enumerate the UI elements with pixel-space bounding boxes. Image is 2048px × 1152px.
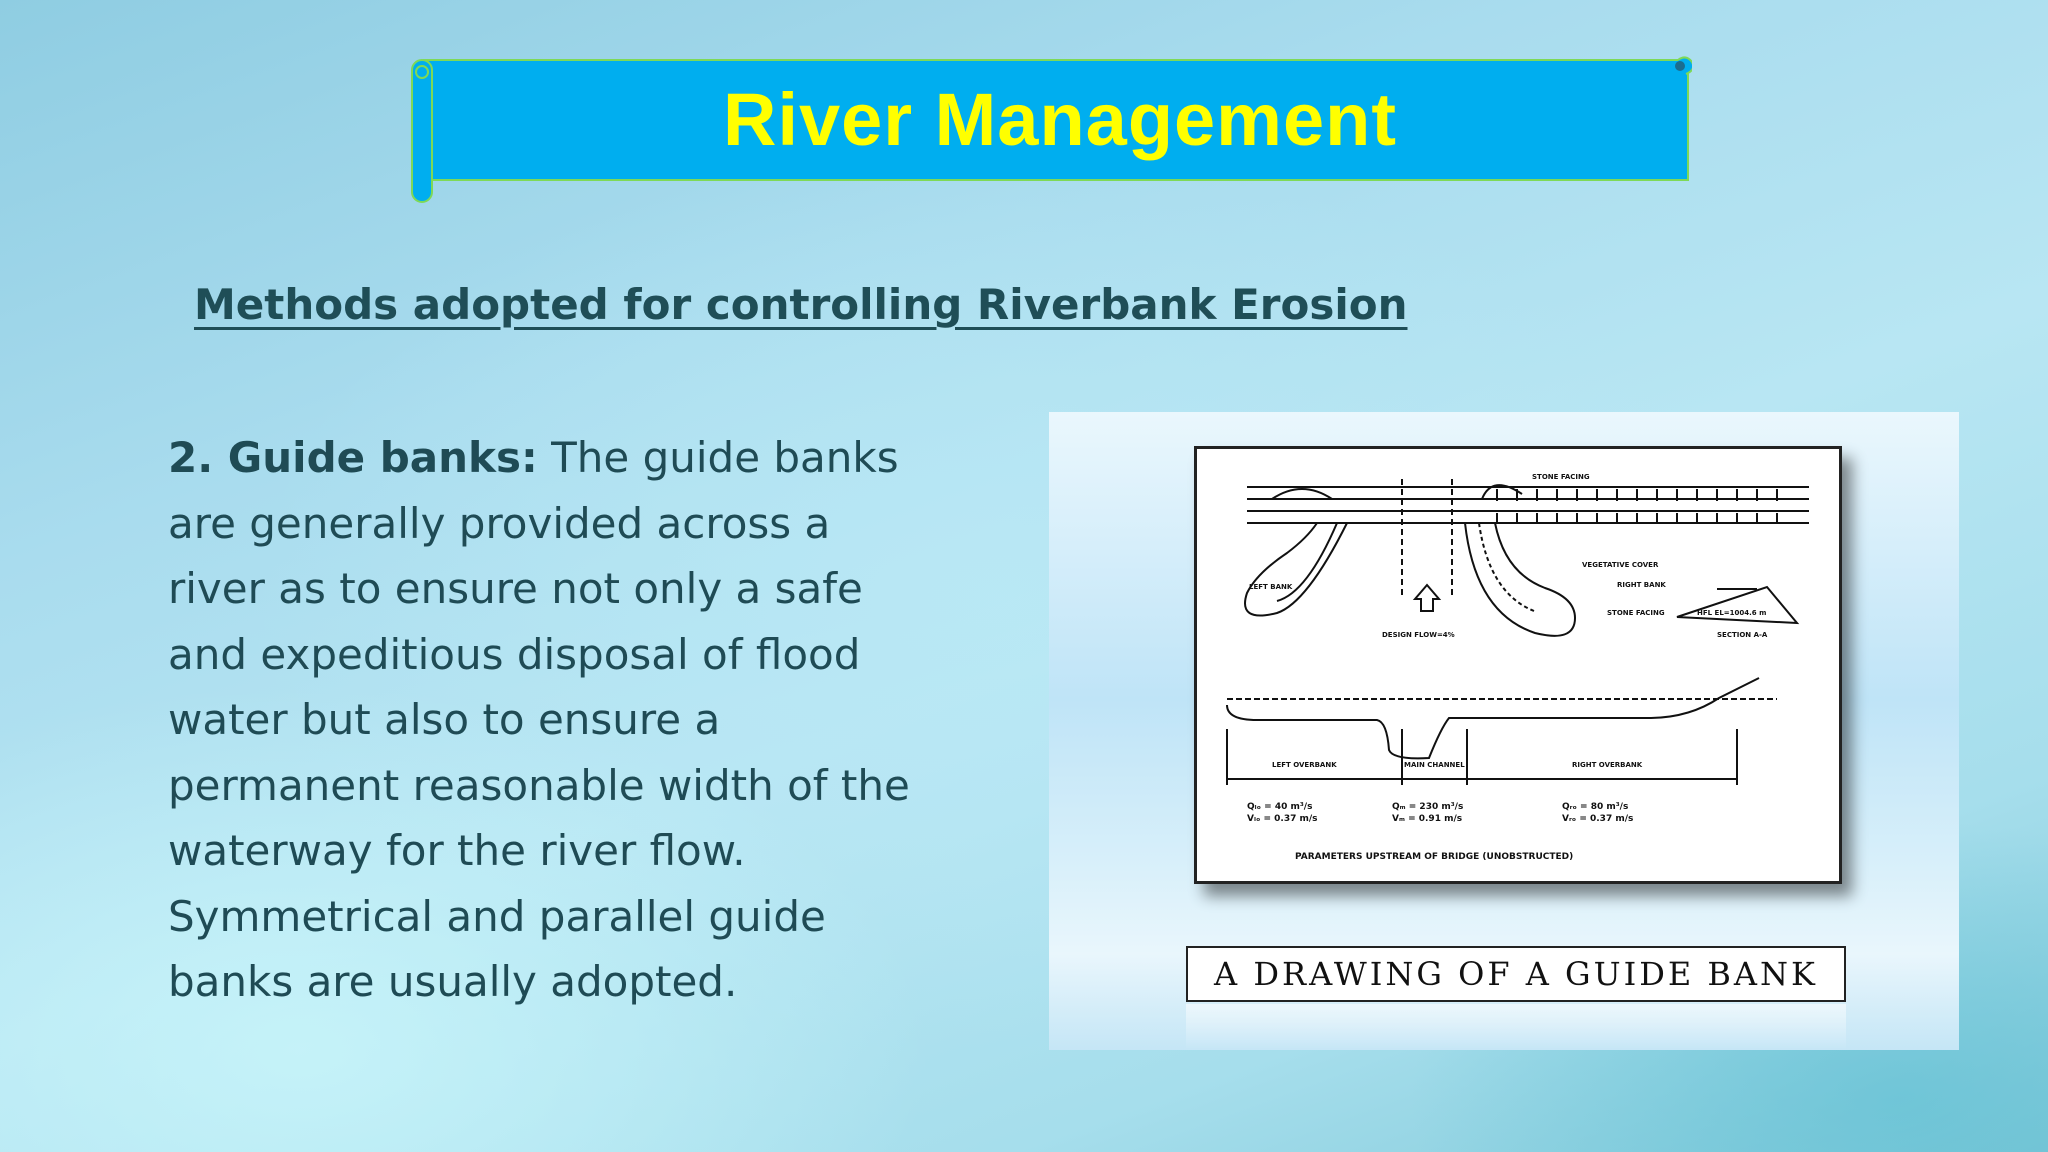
label-main-v: Vₘ = 0.91 m/s — [1392, 814, 1463, 824]
label-main-channel: MAIN CHANNEL — [1404, 761, 1465, 769]
caption-reflection — [1186, 1004, 1846, 1050]
body-paragraph — [168, 425, 928, 1015]
label-hfl: HFL EL=1004.6 m — [1697, 609, 1767, 617]
section-heading: Methods adopted for controlling Riverbank Erosion — [194, 280, 1408, 329]
title-banner — [408, 56, 1692, 206]
label-stone-facing-top: STONE FACING — [1532, 473, 1590, 481]
label-left-q: Qₗₒ = 40 m³/s — [1247, 802, 1313, 812]
label-right-bank: RIGHT BANK — [1617, 581, 1666, 589]
label-design-flow: DESIGN FLOW=4% — [1382, 631, 1455, 639]
label-left-overbank: LEFT OVERBANK — [1272, 761, 1337, 769]
label-section: SECTION A-A — [1717, 631, 1768, 639]
label-right-overbank: RIGHT OVERBANK — [1572, 761, 1643, 769]
label-parameters: PARAMETERS UPSTREAM OF BRIDGE (UNOBSTRUCTED) — [1295, 852, 1574, 862]
label-right-q: Qᵣₒ = 80 m³/s — [1562, 802, 1629, 812]
label-main-q: Qₘ = 230 m³/s — [1392, 802, 1464, 812]
guide-bank-diagram — [1197, 449, 1839, 881]
label-right-v: Vᵣₒ = 0.37 m/s — [1562, 814, 1634, 824]
body-lead: 2. Guide banks: — [168, 433, 538, 482]
label-stone-facing-right: STONE FACING — [1607, 609, 1665, 617]
guide-bank-figure — [1049, 412, 1959, 1050]
label-vegetative-cover: VEGETATIVE COVER — [1582, 561, 1659, 569]
figure-caption: A DRAWING OF A GUIDE BANK — [1186, 946, 1846, 1002]
slide-title: River Management — [723, 77, 1397, 161]
label-left-bank: LEFT BANK — [1249, 583, 1293, 591]
body-description: The guide banks are generally provided across a river as to ensure not only a safe and expeditious disposal of flood water but also to ensure a permanent reasonable width of the waterway for the river flow. Symmetrical and parallel guide banks are usually adopted. — [168, 433, 910, 1006]
label-left-v: Vₗₒ = 0.37 m/s — [1247, 814, 1318, 824]
guide-bank-drawing — [1194, 446, 1842, 884]
